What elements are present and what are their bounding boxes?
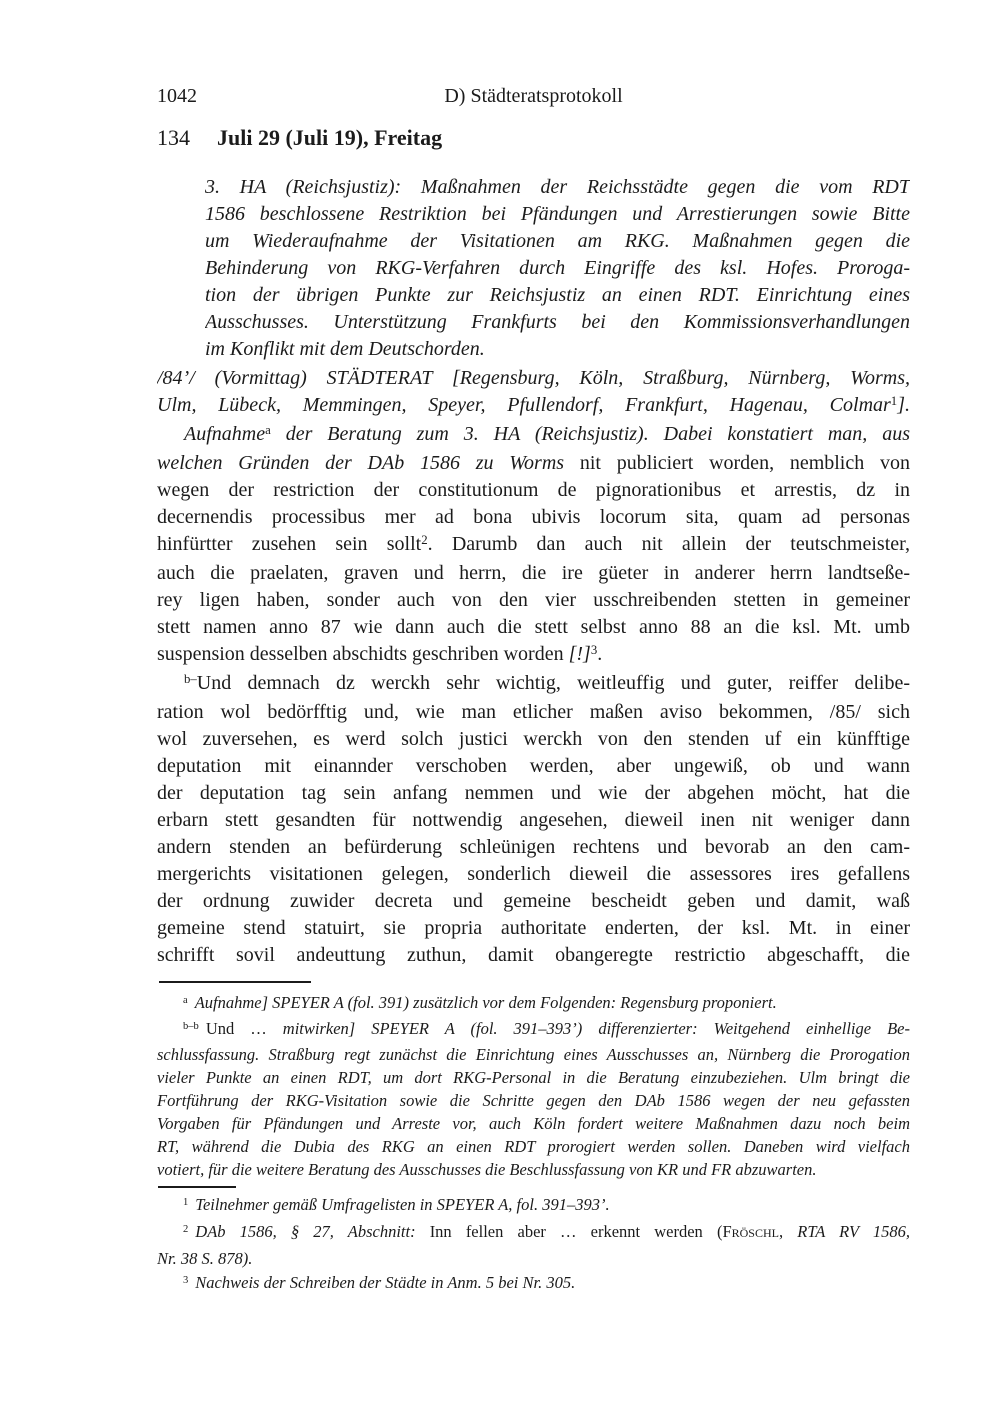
text-line — [157, 753, 910, 780]
footnote-marker: a — [265, 423, 271, 438]
text-line — [157, 670, 910, 699]
text-line — [157, 531, 910, 560]
text-line — [157, 614, 910, 641]
text-segment: rey ligen haben, sonder auch von den vier usschreibenden stetten in gemeiner — [157, 589, 910, 611]
text-segment: Behinderung von RKG-Verfahren durch Eingriffe des ksl. Hofes. Proroga- — [205, 257, 910, 279]
text-segment: der Beratung zum 3. HA (Reichsjustiz). Dabei konstatiert man, aus — [270, 423, 910, 445]
text-line — [157, 888, 910, 915]
text-segment: Teilnehmer gemäß Umfragelisten in SPEYER A, fol. 391–393’. — [195, 1195, 610, 1214]
footnote-marker: 2 — [421, 533, 428, 548]
text-line — [157, 1193, 910, 1220]
text-segment: andern stenden an befürderung schleünigen rechtens und bevorab an den cam- — [157, 836, 910, 858]
text-segment: suspension desselben abschidts geschriben worden — [157, 643, 569, 665]
text-line — [157, 477, 910, 504]
text-segment: der deputation tag sein anfang nemmen und wie der abgehen möcht, hat die — [157, 782, 910, 804]
text-line — [157, 1271, 910, 1298]
text-line — [205, 309, 910, 336]
text-line — [157, 1089, 910, 1112]
footnote-marker: 1 — [890, 394, 898, 409]
text-segment: RTA RV 1586, — [797, 1222, 910, 1241]
numbered-footnote-separator — [158, 1186, 236, 1188]
footnote-marker: 3 — [183, 1275, 189, 1287]
text-line — [157, 915, 910, 942]
text-line — [157, 1017, 910, 1043]
text-line — [205, 174, 910, 201]
text-segment: Und … — [205, 1019, 283, 1038]
text-line — [157, 726, 910, 753]
text-line — [157, 1158, 910, 1181]
text-segment: mitwirken] SPEYER A (fol. 391–393’) differenzierter: Weitgehend einhellige Be- — [282, 1019, 910, 1038]
text-segment: ]. — [897, 394, 910, 416]
text-segment: [!] — [568, 643, 591, 665]
footnote-marker: 3 — [590, 643, 598, 658]
text-segment: Ulm, Lübeck, Memmingen, Speyer, Pfullendorf, Frankfurt, Hagenau, Colmar — [157, 394, 891, 416]
footnote-marker: b–b — [183, 1021, 199, 1033]
text-segment: . Darumb dan auch nit allein der teutschmeister, — [427, 533, 910, 555]
text-segment: der ordnung zuwider decreta und gemeine bescheidt geben und damit, waß — [157, 890, 910, 912]
text-line — [157, 834, 910, 861]
text-segment: DAb 1586, § 27, Abschnitt: — [195, 1222, 416, 1241]
text-segment: decernendis processibus mer ad bona ubivis locorum sita, quam ad personas — [157, 506, 910, 528]
text-segment: Inn fellen aber … erkennt werden ( — [415, 1222, 723, 1241]
running-head-title: D) Städteratsprotokoll — [444, 85, 623, 107]
text-line — [157, 392, 910, 421]
text-segment: um Wiederaufnahme der Visitationen am RKG. Maßnahmen gegen die — [205, 230, 910, 252]
text-segment: 1586 beschlossene Restriktion bei Pfändungen und Arrestierungen sowie Bitte — [205, 203, 910, 225]
text-segment: hinfürtter zusehen sein sollt — [157, 533, 422, 555]
text-line — [157, 560, 910, 587]
text-line — [157, 504, 910, 531]
text-line — [157, 641, 910, 670]
letter-footnote-separator — [159, 981, 311, 983]
text-line — [205, 282, 910, 309]
text-line — [157, 587, 910, 614]
footnote-marker: b– — [184, 672, 197, 687]
summary-block — [205, 174, 910, 363]
footnote-marker: a — [183, 995, 188, 1007]
text-segment: im Konflikt mit dem Deutschorden. — [205, 338, 485, 360]
text-segment: vieler Punkte an einen RDT, um dort RKG-Personal in die Beratung einzubeziehen. Ulm bringt die — [157, 1068, 910, 1087]
text-segment: stett namen anno 87 wie dann auch die stett selbst anno 88 an die ksl. Mt. umb — [157, 616, 910, 638]
text-segment: auch die praelaten, graven und herrn, die ire güeter in anderer herrn landtseße- — [157, 562, 910, 584]
text-segment: Aufnahme] SPEYER A (fol. 391) zusätzlich vor dem Folgenden: Regensburg proponiert. — [194, 993, 777, 1012]
text-segment: /84’/ (Vormittag) STÄDTERAT [Regensburg, Köln, Straßburg, Nürnberg, Worms, — [157, 367, 910, 389]
text-segment: deputation mit einannder verschoben werden, aber ungewiß, ob und wann — [157, 755, 910, 777]
text-line — [157, 807, 910, 834]
text-line — [157, 942, 910, 969]
text-segment: wegen der restriction der constitutionum de pignorationibus et arrestis, dz in — [157, 479, 910, 501]
text-segment: nit publiciert worden, nemblich von — [564, 452, 910, 474]
text-line — [157, 365, 910, 392]
running-header — [157, 84, 910, 108]
text-line — [157, 421, 910, 450]
text-segment: gemeine stend statuirt, sie propria authoritate enderten, der ksl. Mt. in einer — [157, 917, 910, 939]
text-segment: votiert, für die weitere Beratung des Ausschusses die Beschlussfassung von KR und FR abzuwarten. — [157, 1160, 817, 1179]
text-line — [157, 699, 910, 726]
entry-heading — [157, 124, 910, 152]
text-line — [157, 1066, 910, 1089]
text-segment: Und demnach dz werckh sehr wichtig, weitleuffig und guter, reiffer delibe- — [196, 672, 910, 694]
numbered-footnotes-block — [157, 1193, 910, 1298]
text-line — [157, 1112, 910, 1135]
entry-number: 134 — [157, 125, 190, 150]
page-number: 1042 — [157, 85, 197, 107]
text-segment: schrifft sovil andeuttung zuthun, damit obangeregte restrictio abgeschafft, die — [157, 944, 910, 966]
text-line — [157, 1135, 910, 1158]
text-line — [205, 228, 910, 255]
text-segment: tion der übrigen Punkte zur Reichsjustiz an einen RDT. Einrichtung eines — [205, 284, 910, 306]
text-line — [157, 991, 910, 1017]
text-segment: Fröschl — [722, 1222, 779, 1241]
text-segment: schlussfassung. Straßburg regt zunächst die Einrichtung eines Ausschusses an, Nürnberg die Prorogation — [157, 1045, 910, 1064]
text-segment: ration wol bedörfftig und, wie man etlicher maßen aviso bekommen, /85/ sich — [157, 701, 910, 723]
text-segment: RT, während die Dubia des RKG an einen RDT prorogiert werden sollen. Daneben wird vielfach — [157, 1137, 910, 1156]
body-text-block — [157, 365, 910, 969]
text-segment: welchen Gründen der DAb 1586 zu Worms — [157, 452, 565, 474]
text-line — [157, 780, 910, 807]
text-segment: Nr. 38 S. 878). — [157, 1249, 253, 1268]
letter-footnotes-block — [157, 991, 910, 1181]
text-line — [157, 1043, 910, 1066]
text-line — [205, 255, 910, 282]
footnote-marker: 1 — [183, 1197, 189, 1209]
text-segment: wol zuversehen, es werd solch justici werckh von den stenden uf ein künfftige — [157, 728, 910, 750]
text-segment: erbarn stett gesandten für nottwendig angesehen, dieweil inen nit weniger dann — [157, 809, 910, 831]
text-line — [205, 336, 910, 363]
text-segment: 3. HA (Reichsjustiz): Maßnahmen der Reichsstädte gegen die vom RDT — [205, 176, 910, 198]
text-segment: Nachweis der Schreiben der Städte in Anm. 5 bei Nr. 305. — [195, 1273, 576, 1292]
text-segment: Fortführung der RKG-Visitation sowie die Schritte gegen den DAb 1586 wegen der neu gefassten — [157, 1091, 910, 1110]
text-line — [157, 861, 910, 888]
text-segment: Ausschusses. Unterstützung Frankfurts bei den Kommissionsverhandlungen — [205, 311, 910, 333]
text-segment: . — [597, 643, 603, 665]
text-segment: Vorgaben für Pfändungen und Arreste vor, auch Köln fordert weitere Maßnahmen dazu noch beim — [157, 1114, 910, 1133]
footnote-marker: 2 — [183, 1224, 189, 1236]
text-segment: Aufnahme — [184, 423, 266, 445]
text-segment: mergerichts visitationen gelegen, sonderlich dieweil die assessores ires gefallens — [157, 863, 910, 885]
entry-title: Juli 29 (Juli 19), Freitag — [217, 125, 443, 150]
text-segment: , — [778, 1222, 798, 1241]
text-line — [157, 450, 910, 477]
text-line — [157, 1220, 910, 1247]
text-block — [157, 84, 910, 1298]
text-line — [157, 1247, 910, 1271]
text-line — [205, 201, 910, 228]
